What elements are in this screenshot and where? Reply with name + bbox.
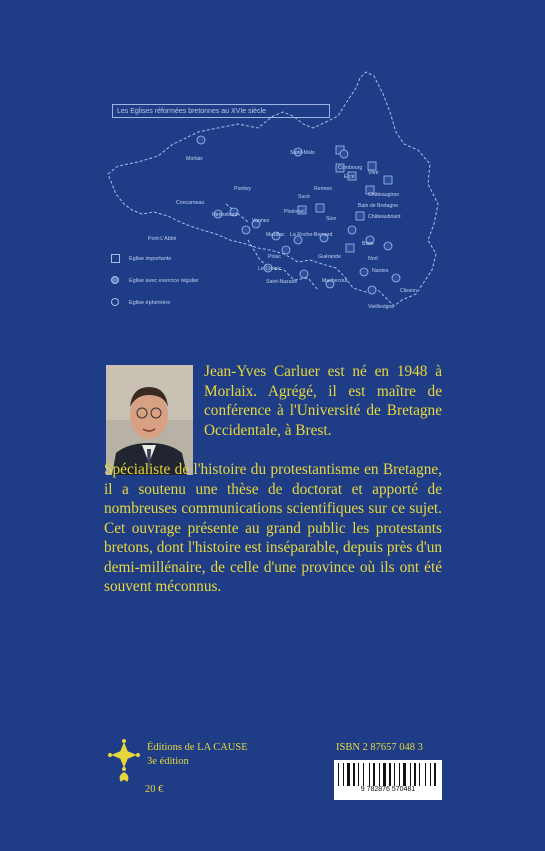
map-label: Sucé [298,194,310,200]
brittany-map [98,54,448,316]
map-label: Hennebont [212,212,238,218]
barcode-bar [369,763,370,787]
map-label: Machecoul [322,278,348,284]
barcode-bar [383,763,386,787]
map-label: Sion [326,216,337,222]
map-label: Morlaix [186,156,203,162]
barcode-bar [430,763,431,787]
barcode-bar [419,763,420,787]
map-label: Nantes [372,268,389,274]
map-label: Guérande [318,254,342,260]
map-label: Rennes [314,186,332,192]
barcode-bar [399,763,400,787]
barcode-bar [379,763,380,787]
map-label: Vitré [368,170,379,176]
map-label: Pont-L'Abbé [148,236,177,242]
barcode-bar [425,763,426,787]
map-label: Blain [362,241,374,247]
barcode-bar [414,763,416,787]
author-bio-body: Spécialiste de l'histoire du protestantisme en Bretagne, il a soutenu une thèse de doctorat et apporté de nombreuses communications scientifiques sur ce sujet. Cet ouvrage présente au grand public les protestants bretons, dont l'histoire est inséparable, depuis près d'un demi-millénaire, de celle d'une province où ils ont été souvent méconnus. [104,461,442,595]
filled-circle-symbol-icon [111,276,119,284]
barcode-bar [403,763,406,787]
author-bio-intro: Jean-Yves Carluer est né en 1948 à Morlaix. Agrégé, il est maître de conférence à l'Université de Bretagne Occidentale, à Brest. [204,363,442,439]
map-label: Piriac [268,254,281,260]
map-label: Saint-Nazaire [266,279,298,285]
circle-symbol-icon [111,298,119,306]
barcode-bar [410,763,411,787]
map-label: Vieillevigne [368,304,395,310]
price-label: 20 € [145,784,164,795]
author-photo [106,365,193,475]
edition-label: 3e édition [147,756,189,767]
isbn-label: ISBN 2 87657 048 3 [336,742,423,753]
back-cover: Les Eglises réformées bretonnes au XVIe siècle Saint-Malo Morlaix Combourg Ercé Vitré Rennes Châteaugiron Bain de Bretagne Châteaubriant Ploërmel Sion Pontivy Concarneau Hennebont Vannes Muzillac La Roche-Bernard Blain Pont-L'Abbé Piriac Guérande Nort Le Croisic Nantes Saint-Nazaire Machecoul Vieillevigne Clisson Sucé Eglise importante Eglise avec exercice régulier Eglise éphémère Jean-Yves Carluer est né en 1948 à Morlaix. Agrégé, il est maître de conférence à l'Université de Bretagne Occidentale, à Brest. Spécialiste de l'histoire du protestantisme en Bretagne, il a soutenu une thèse de doctorat et apporté de nombreuses communications scientifiques sur ce sujet. Cet ouvrage présente au grand public les protestants bretons, dont l'histoire est inséparable, depuis près d'un demi-millénaire, de celle d'une province où ils ont été souvent méconnus. Éditions de LA CAUSE 3e édition 20 € ISBN 2 87657 048 3 9 782876 570481 [0,0,545,851]
map-label: Châteaugiron [368,192,400,198]
map-label: Vannes [252,218,270,224]
barcode-bar [363,763,364,787]
barcode-bar [347,763,350,787]
map-label: Châteaubriant [368,214,401,220]
barcode-bar [338,763,339,787]
map-label: Combourg [338,165,363,171]
barcode-bar [394,763,395,787]
barcode-number: 9 782876 570481 [334,786,442,793]
map-title: Les Eglises réformées bretonnes au XVIe siècle [112,104,330,118]
huguenot-cross-logo [107,738,141,786]
barcode [334,760,442,800]
square-symbol-icon [111,254,120,263]
barcode-bar [373,763,375,787]
map-label: Ploërmel [284,209,305,215]
map-label: Ercé [344,174,355,180]
map-label: La Roche-Bernard [290,232,333,238]
map-label: Pontivy [234,186,252,192]
barcode-bar [358,763,359,787]
publisher-name: Éditions de LA CAUSE [147,742,248,753]
barcode-bar [389,763,391,787]
map-label: Le Croisic [258,266,282,272]
map-label: Muzillac [266,232,285,238]
barcode-bar [343,763,344,787]
map-label: Clisson [400,288,418,294]
map-label: Concarneau [176,200,205,206]
map-label: Saint-Malo [290,150,315,156]
barcode-bar [434,763,436,787]
map-label: Nort [368,256,378,262]
barcode-bar [353,763,355,787]
map-label: Bain de Bretagne [358,203,399,209]
